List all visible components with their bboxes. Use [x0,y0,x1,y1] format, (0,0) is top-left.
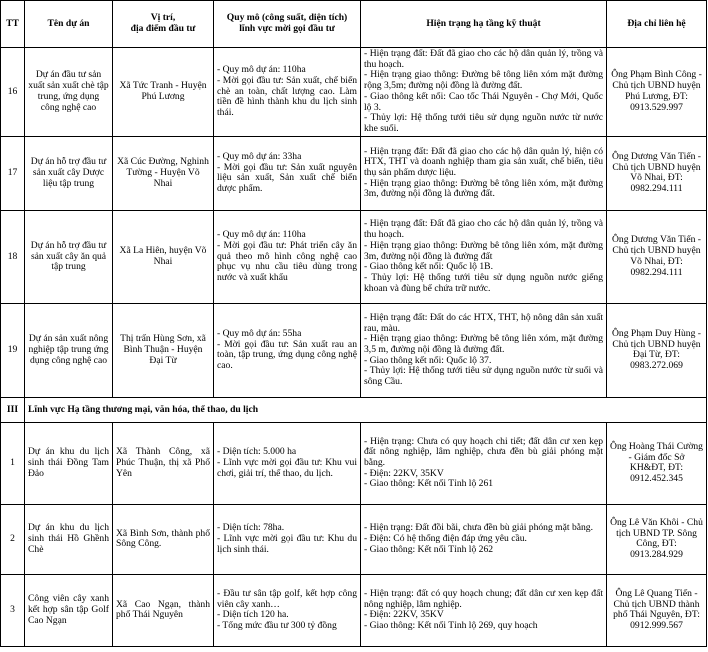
infra-line: - Điện: 22KV, 35KV [364,609,444,621]
infra-line: - Hiện trạng giao thông: Đường bê tông liên xóm, mặt đường 3,5 m, đường nội đồng là đường đất. [364,333,603,355]
infra-line: - Giao thông kết nối: Quốc lộ 37. [364,354,492,366]
project-scale [214,48,361,137]
project-scale [214,574,361,646]
table-row [1,48,707,137]
row-number: 1 [1,422,25,504]
row-number: 17 [1,136,25,210]
header-project-name: Tên dự án [25,1,113,48]
project-name: Dự án sản xuất nông nghiệp tập trung ứng dụng công nghệ cao [25,303,113,397]
contact-info: Ông Dương Văn Tiến - Chủ tịch UBND huyện Võ Nhai, ĐT: 0982.294.111 [607,136,707,210]
project-name: Dự án khu du lịch sinh thái Đồng Tam Đảo [25,422,113,504]
header-row [1,1,707,48]
infra-line: - Hiện trạng đất: Đất đã giao cho các hộ dân quản lý, hiện có HTX, THT và doanh nghiệp tham gia sản xuất, chế biến, tiêu thụ sản phẩm dược liệu. [364,145,603,178]
infra-line: - Giao thông kết nối: Cao tốc Thái Nguyên - Chợ Mới, Quốc lộ 3. [364,90,603,113]
project-location: Xã Thành Công, xã Phúc Thuận, thị xã Phổ Yên [113,422,214,504]
contact-info: Ông Lê Văn Khôi - Chủ tịch UBND TP. Sông Công, ĐT: 0913.284.929 [607,504,707,574]
section-title: Lĩnh vực Hạ tầng thương mại, văn hóa, thể thao, du lịch [25,397,707,422]
infra-line: - Hiện trạng giao thông: Đường bê tông liên xóm, mặt đường 3m, đường nội đồng là đường đất. [364,177,603,200]
table-row [1,136,707,210]
infrastructure-status [361,574,607,646]
table-row [1,504,707,574]
project-location: Thị trấn Hùng Sơn, xã Bình Thuận - Huyện Đại Từ [113,303,214,397]
contact-info: Ông Phạm Duy Hùng - Chủ tịch UBND huyện Đại Từ, ĐT: 0983.272.069 [607,303,707,397]
infra-line: - Hiện trạng giao thông: Đường bê tông liên xóm mặt đường rộng 3,5m; đường nội đồng là đường đất. [364,69,603,92]
contact-info: Ông Phạm Bình Công - Chủ tịch UBND huyện Phú Lương, ĐT: 0913.529.997 [607,48,707,137]
scale-line: - Lĩnh vực mời gọi đầu tư: Khu vui chơi, giải trí, thể thao, du lịch. [217,457,357,479]
infra-line: - Hiện trạng: Chưa có quy hoạch chi tiết; đất dân cư xen kẹp đất nông nghiệp, lâm nghiệp, chưa đền bù giải phóng mặt bằng. [364,435,603,468]
infra-line: - Thủy lợi: Hệ thống tưới tiêu sử dụng nguồn nước từ suối và sông Cầu. [364,365,603,388]
header-location-line2: địa điểm đầu tư [130,23,196,34]
scale-line: - Tổng mức đầu tư 300 tỷ đồng [217,620,337,632]
project-scale [214,136,361,210]
infrastructure-status [361,48,607,137]
header-scale [214,1,361,48]
scale-line: - Đầu tư sân tập golf, kết hợp công viên cây xanh… [217,587,357,610]
infra-line: - Hiện trạng đất: Đất do các HTX, THT, hộ nông dân sản xuất rau, màu. [364,311,603,334]
infra-line: - Giao thông: Kết nối Tỉnh lộ 269, quy hoạch [364,620,538,632]
infra-line: - Điện: Có hệ thống điện đáp ứng yêu cầu. [364,533,527,544]
scale-line: - Quy mô dự án: 55ha [217,327,302,339]
scale-line: - Diện tích: 5.000 ha [217,446,297,458]
infrastructure-status [361,303,607,397]
infra-line: - Giao thông kết nối: Quốc lộ 1B. [364,261,493,273]
scale-line: - Quy mô dự án: 110ha [217,229,306,241]
infra-line: - Hiện trạng giao thông: Đường bê tông liên xóm, mặt đường 3m, đường nội đồng là đường đất [364,239,603,262]
row-number: 19 [1,303,25,397]
project-location: Xã La Hiên, huyện Võ Nhai [113,210,214,303]
infrastructure-status [361,504,607,574]
scale-line: - Mời gọi đầu tư: Sản xuất rau an toàn, tập trung, ứng dụng công nghệ cao. [217,338,357,372]
header-tt: TT [1,1,25,48]
scale-line: - Diện tích: 78ha. [217,522,285,534]
row-number: 18 [1,210,25,303]
infra-line: - Thủy lợi: Hệ thống tưới tiêu sử dụng nguồn nước giếng khoan và đùng bể chứa trữ nước. [364,271,603,294]
project-scale [214,504,361,574]
scale-line: - Mời gọi đầu tư: Sản xuất nguyên liệu sản xuất, Sản xuất chế biến dược phẩm. [217,161,357,195]
infra-line: - Giao thông: Kết nối Tỉnh lộ 262 [364,543,494,555]
scale-line: - Diện tích 120 ha. [217,609,289,621]
infra-line: - Hiện trạng: Đất đồi bãi, chưa đền bù giải phóng mặt bằng. [364,522,593,534]
table-row [1,574,707,646]
table-row [1,303,707,397]
infra-line: - Hiện trạng đất: Đất đã giao cho các hộ dân quản lý, trồng và thu hoạch. [364,218,603,241]
section-number: III [1,397,25,422]
scale-line: - Mời gọi đầu tư: Sản xuất, chế biến chè an toàn, chất lượng cao. Làm tiền đề hình thành khu du lịch sinh thái. [217,74,357,119]
scale-line: - Quy mô dự án: 33ha [217,150,302,162]
header-contact: Địa chỉ liên hệ [607,1,707,48]
header-scale-line2: lĩnh vực mời gọi đầu tư [239,23,335,34]
project-scale [214,422,361,504]
infrastructure-status [361,422,607,504]
project-location: Xã Cao Ngạn, thành phố Thái Nguyên [113,574,214,646]
scale-line: - Quy mô dự án: 110ha [217,64,306,76]
table-row [1,210,707,303]
infrastructure-status [361,136,607,210]
project-location: Xã Tức Tranh - Huyện Phú Lương [113,48,214,137]
project-location: Xã Cúc Đường, Nghinh Tường - Huyện Võ Nhai [113,136,214,210]
scale-line: - Lĩnh vực mời gọi đầu tư: Khu du lịch sinh thái. [217,533,357,555]
header-location [113,1,214,48]
project-location: Xã Bình Sơn, thành phố Sông Công. [113,504,214,574]
header-location-line1: Vị trí, [150,12,176,24]
header-infrastructure: Hiện trạng hạ tầng kỹ thuật [361,1,607,48]
infra-line: - Điện: 22KV, 35KV [364,467,444,479]
project-name: Dự án hỗ trợ đầu tư sản xuất cây ăn quả tập trung [25,210,113,303]
section-header-row [1,397,707,422]
infra-line: - Giao thông: Kết nối Tỉnh lộ 261 [364,478,494,490]
infra-line: - Thủy lợi: Hệ thống tưới tiêu sử dụng nguồn nước từ nước khe suối. [364,112,603,135]
row-number: 16 [1,48,25,137]
row-number: 2 [1,504,25,574]
project-scale [214,303,361,397]
contact-info: Ông Dương Văn Tiến - Chủ tịch UBND huyện Võ Nhai, ĐT: 0982.294.111 [607,210,707,303]
project-name: Dự án khu du lịch sinh thái Hồ Ghềnh Chè [25,504,113,574]
contact-info: Ông Lê Quang Tiến - Chủ tịch UBND thành phố Thái Nguyên, ĐT: 0912.999.567 [607,574,707,646]
project-name: Dự án đầu tư sản xuất sản xuất chè tập trung, ứng dụng công nghệ cao [25,48,113,137]
infra-line: - Hiện trạng đất: Đất đã giao cho các hộ dân quản lý, trồng và thu hoạch. [364,48,603,70]
infra-line: - Hiện trạng: đất có quy hoạch chung; đất dân cư xen kẹp đất nông nghiệp, lâm nghiệp. [364,587,603,610]
project-name: Công viên cây xanh kết hợp sân tập Golf Cao Ngạn [25,574,113,646]
project-name: Dự án hỗ trợ đầu tư sản xuất cây Dược liệu tập trung [25,136,113,210]
table-row [1,422,707,504]
row-number: 3 [1,574,25,646]
header-scale-line1: Quy mô (công suất, diện tích) [226,12,348,24]
project-scale [214,210,361,303]
scale-line: - Mời gọi đầu tư: Phát triển cây ăn quả theo mô hình công nghệ cao phục vụ nhu cầu tiêu dùng trong nước và xuất khẩu [217,239,357,283]
contact-info: Ông Hoàng Thái Cường - Giám đốc Sở KH&ĐT, ĐT: 0912.452.345 [607,422,707,504]
infrastructure-status [361,210,607,303]
